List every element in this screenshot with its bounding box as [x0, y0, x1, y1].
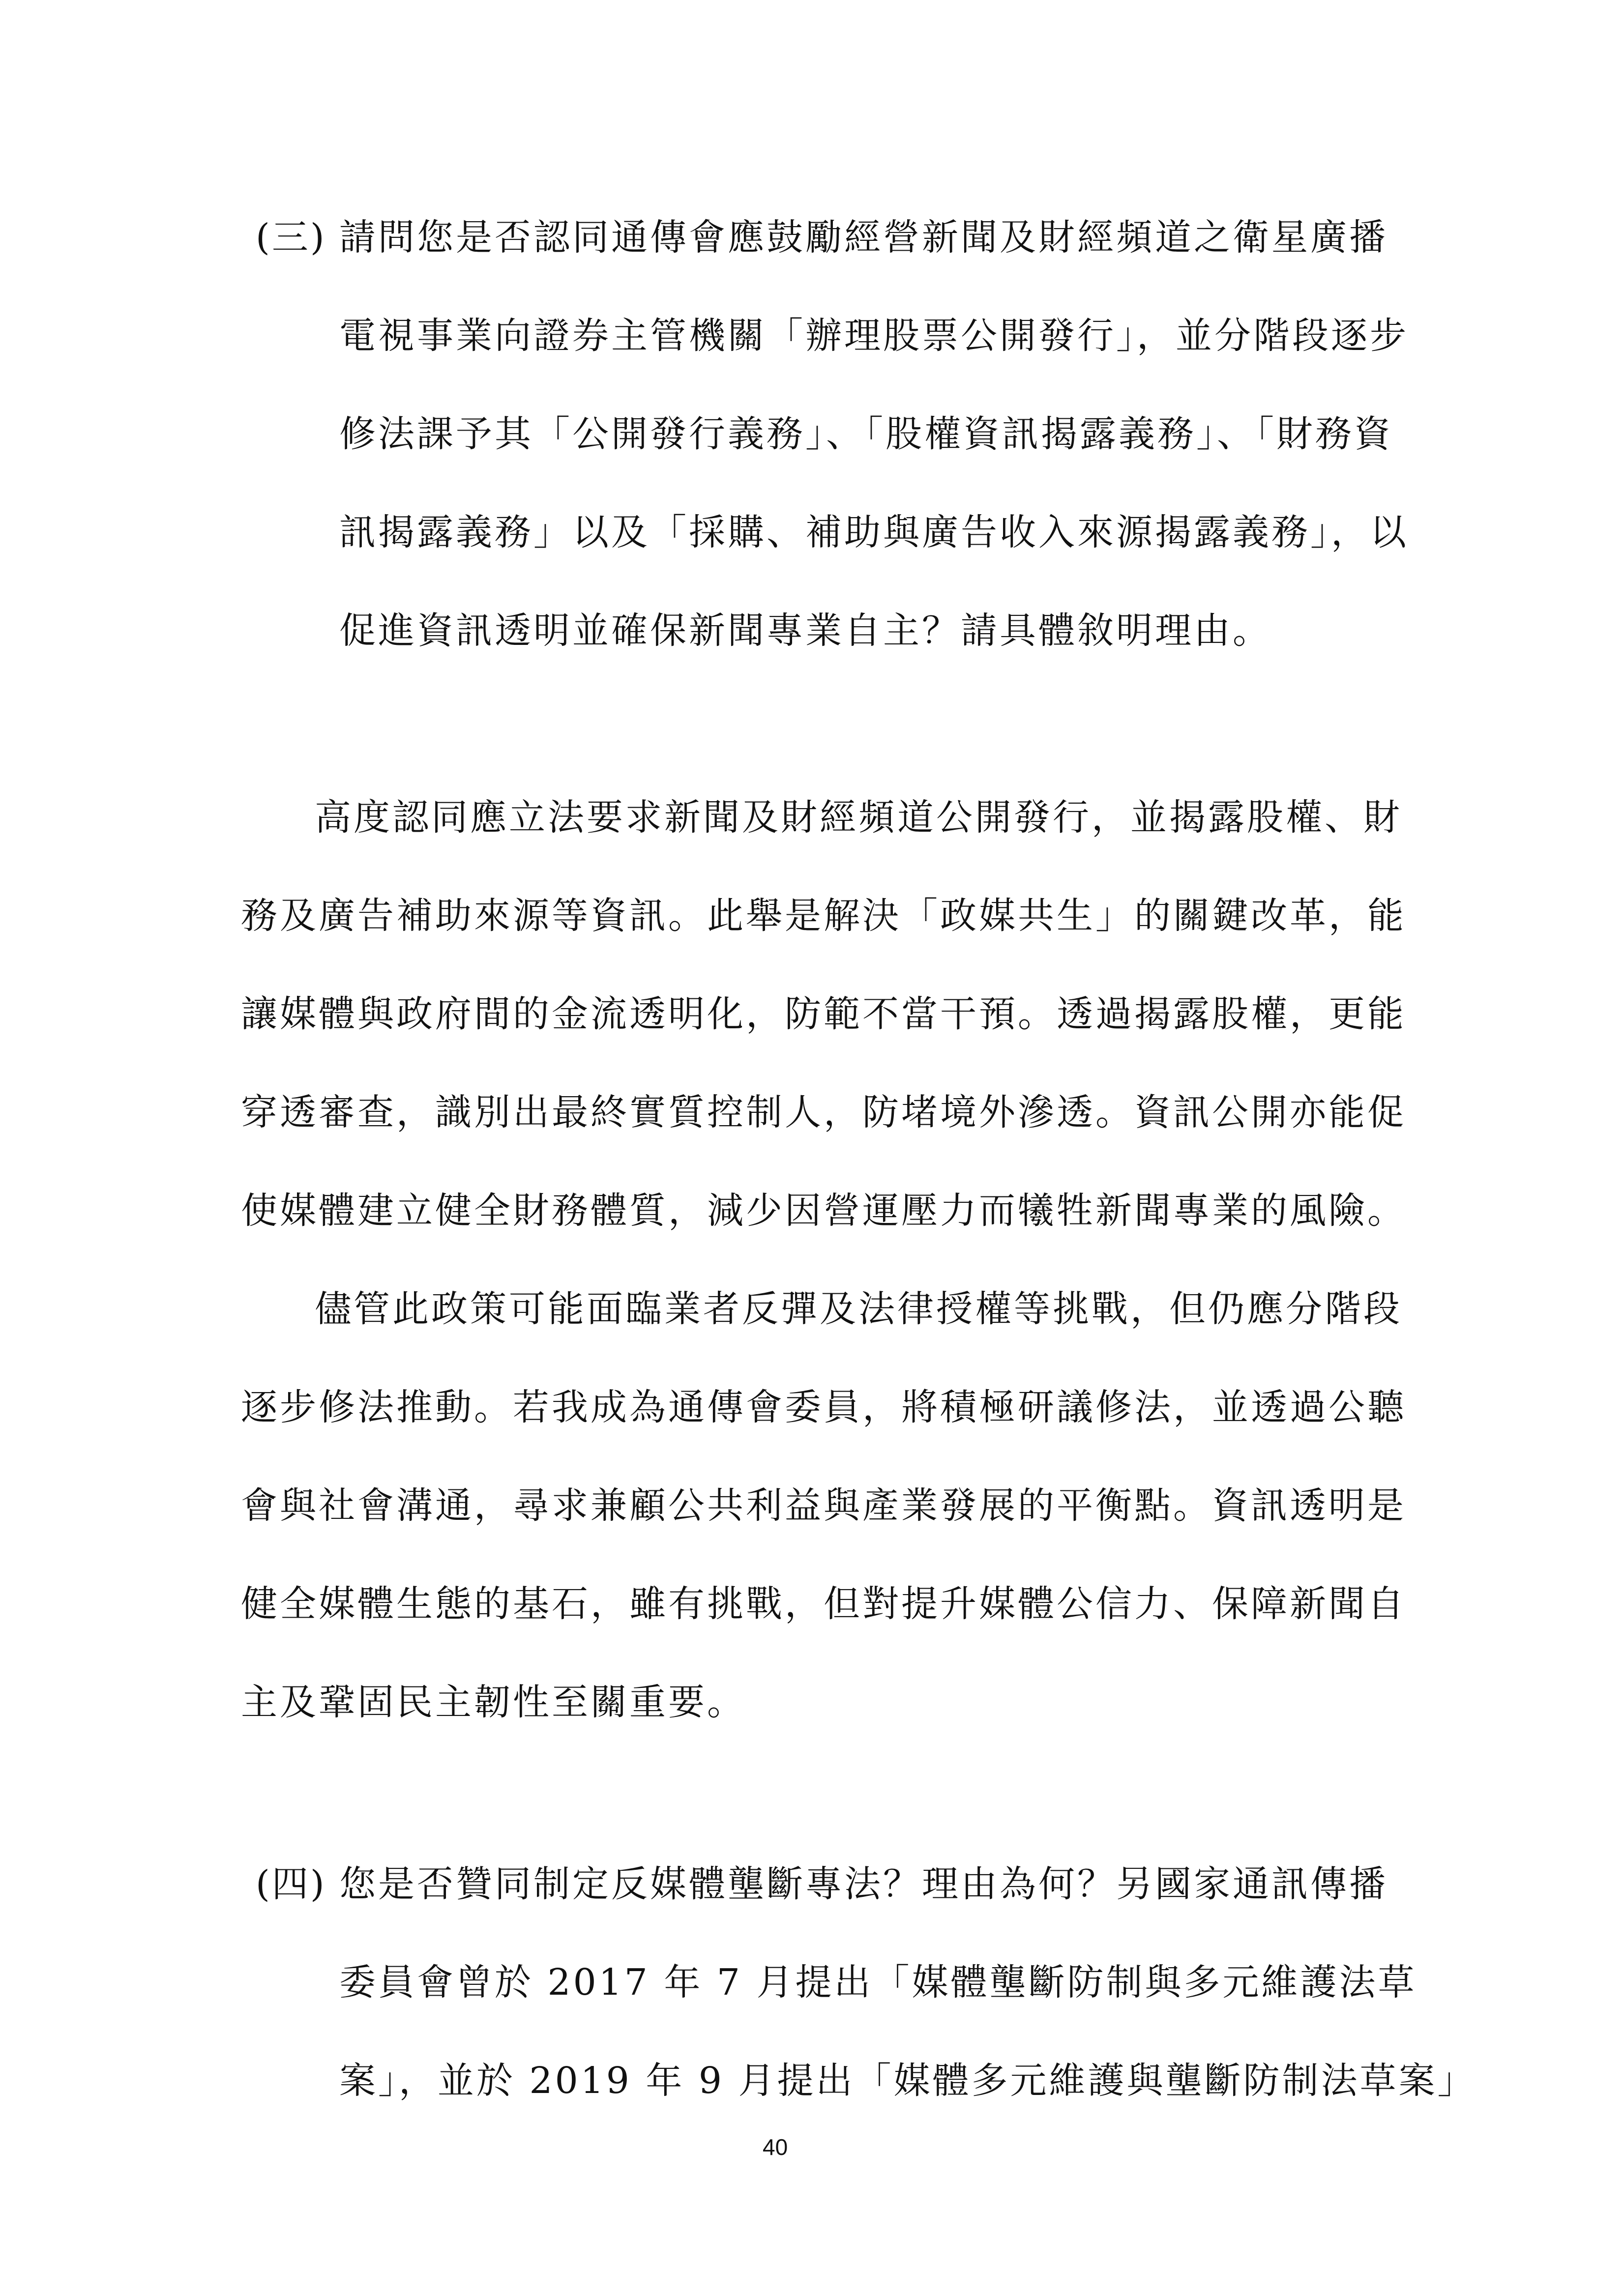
question-3-line: 訊揭露義務」以及「採購、補助與廣告收入來源揭露義務」，以 [339, 511, 1409, 553]
question-4-line: 您是否贊同制定反媒體壟斷專法？理由為何？另國家通訊傳播 [339, 1863, 1388, 1905]
question-3-line: 請問您是否認同通傳會應鼓勵經營新聞及財經頻道之衛星廣播 [339, 216, 1388, 259]
question-4-line: 案」，並於 2019 年 9 月提出「媒體多元維護與壟斷防制法草案」 [339, 2060, 1476, 2102]
answer-line: 高度認同應立法要求新聞及財經頻道公開發行，並揭露股權、財 [315, 796, 1402, 839]
question-3-marker: (三) [256, 216, 326, 259]
question-3-line: 促進資訊透明並確保新聞專業自主？請具體敘明理由。 [339, 610, 1271, 652]
answer-line: 務及廣告補助來源等資訊。此舉是解決「政媒共生」的關鍵改革，能 [241, 895, 1406, 937]
answer-line: 讓媒體與政府間的金流透明化，防範不當干預。透過揭露股權，更能 [241, 993, 1406, 1035]
answer-line: 主及鞏固民主韌性至關重要。 [241, 1681, 746, 1723]
question-3-line: 修法課予其「公開發行義務」、「股權資訊揭露義務」、「財務資 [339, 413, 1393, 455]
answer-line: 儘管此政策可能面臨業者反彈及法律授權等挑戰，但仍應分階段 [315, 1288, 1402, 1330]
answer-line: 使媒體建立健全財務體質，減少因營運壓力而犧牲新聞專業的風險。 [241, 1190, 1406, 1232]
page-number: 40 [763, 2134, 788, 2160]
question-3-line: 電視事業向證券主管機關「辦理股票公開發行」，並分階段逐步 [339, 315, 1409, 357]
answer-line: 會與社會溝通，尋求兼顧公共利益與產業發展的平衡點。資訊透明是 [241, 1484, 1406, 1527]
question-4-marker: (四) [256, 1863, 326, 1905]
answer-line: 健全媒體生態的基石，雖有挑戰，但對提升媒體公信力、保障新聞自 [241, 1583, 1406, 1625]
answer-line: 穿透審查，識別出最終實質控制人，防堵境外滲透。資訊公開亦能促 [241, 1091, 1406, 1133]
answer-line: 逐步修法推動。若我成為通傳會委員，將積極研議修法，並透過公聽 [241, 1386, 1406, 1428]
question-4-line: 委員會曾於 2017 年 7 月提出「媒體壟斷防制與多元維護法草 [339, 1961, 1417, 2004]
